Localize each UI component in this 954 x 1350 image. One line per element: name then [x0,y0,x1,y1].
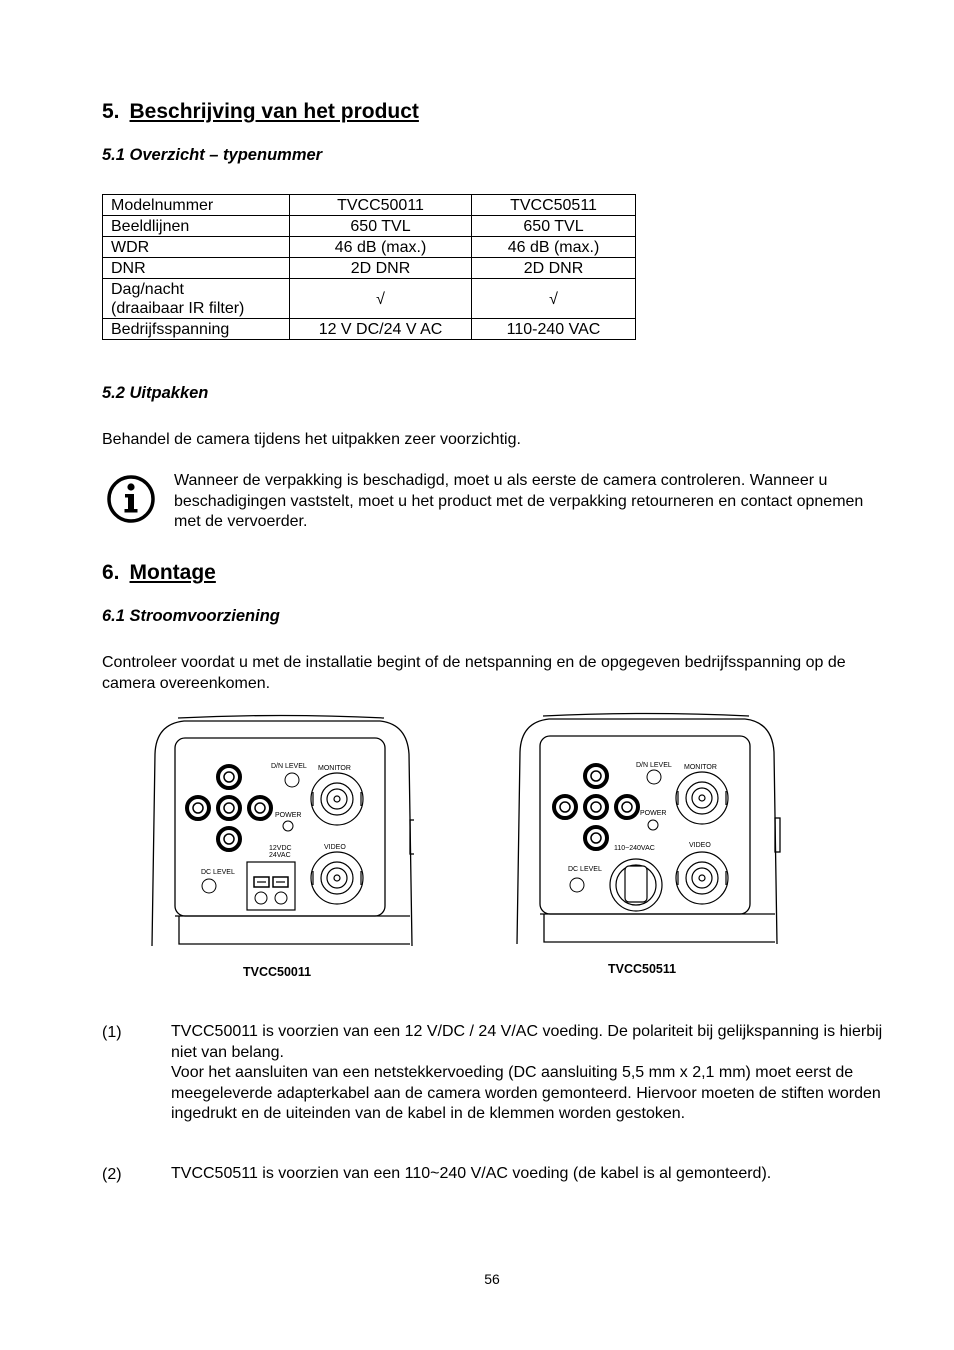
subsection-5-1-heading: 5.1 Overzicht – typenummer [102,146,323,164]
camera-back-tvcc50011 [148,712,414,952]
section-number: 5. [102,100,120,123]
info-icon [106,474,156,524]
power-label: POWER [275,812,302,819]
voltage-label-2: 24VAC [269,852,291,859]
unpack-paragraph: Behandel de camera tijdens het uitpakken zeer voorzichtig. [102,431,521,448]
spec-table-row [103,237,636,258]
spec-table-row [103,319,636,340]
video-label: VIDEO [689,842,711,849]
section-6-heading [102,561,216,585]
spec-table-value-cell: TVCC50511 [472,195,636,216]
camera-back-tvcc50511 [513,712,781,952]
spec-table-value-cell: 110-240 VAC [472,319,636,340]
monitor-label: MONITOR [684,764,717,771]
spec-table-label-cell: Beeldlijnen [103,216,290,237]
spec-table-value-cell: 2D DNR [472,258,636,279]
list-item-2 [171,1164,891,1185]
list-item-1-text-2: Voor het aansluiten van een netstekkervoeding (DC aansluiting 5,5 mm x 2,1 mm) moet eerst de meegeleverde adapterkabel aan de camera worden gemonteerd. Hiervoor moeten de stiften worden ingedrukt en de uiteinden van de kabel in de klemmen worden gestoken. [171,1064,881,1122]
section-title: Beschrijving van het product [129,100,419,123]
list-item-2-text-1: TVCC50511 is voorzien van een 110~240 V/AC voeding (de kabel is al gemonteerd). [171,1165,772,1182]
spec-table-value-cell: 650 TVL [472,216,636,237]
spec-table-label-cell: Dag/nacht (draaibaar IR filter) [103,279,290,319]
monitor-label: MONITOR [318,765,351,772]
spec-table-row [103,216,636,237]
power-paragraph: Controleer voordat u met de installatie begint of de netspanning en de opgegeven bedrijfsspanning op de camera overeenkomen. [102,654,846,692]
figure-caption-left: TVCC50011 [243,965,312,979]
power-label: POWER [640,810,667,817]
info-paragraph: Wanneer de verpakking is beschadigd, moet u als eerste de camera controleren. Wanneer u beschadigingen vaststelt, moet u het product met de verpakking retourneren en contact opnemen met de vervoerder. [174,472,864,530]
voltage-label-1: 12VDC [269,845,292,852]
spec-table-label-cell: DNR [103,258,290,279]
section-number: 6. [102,561,120,584]
spec-table-value-cell: TVCC50011 [290,195,472,216]
spec-table-value-cell: 2D DNR [290,258,472,279]
list-number-1: (1) [102,1024,122,1041]
spec-table-row [103,279,636,319]
dc-level-label: DC LEVEL [201,869,235,876]
figure-caption-right: TVCC50511 [608,962,677,976]
spec-table-row [103,195,636,216]
list-number-2: (2) [102,1166,122,1183]
spec-table-value-cell: √ [290,279,472,319]
spec-table [102,194,636,340]
subsection-5-2-heading: 5.2 Uitpakken [102,384,209,402]
spec-table-value-cell: 650 TVL [290,216,472,237]
spec-table-value-cell: 12 V DC/24 V AC [290,319,472,340]
section-title: Montage [129,561,216,584]
spec-table-value-cell: 46 dB (max.) [290,237,472,258]
voltage-label: 110~240VAC [614,845,655,852]
page-number: 56 [484,1271,500,1287]
subsection-6-1-heading: 6.1 Stroomvoorziening [102,607,280,625]
list-item-1 [171,1022,891,1125]
dn-level-label: D/N LEVEL [636,762,672,769]
spec-table-value-cell: 46 dB (max.) [472,237,636,258]
video-label: VIDEO [324,844,346,851]
dc-level-label: DC LEVEL [568,866,602,873]
spec-table-label-cell: Modelnummer [103,195,290,216]
dn-level-label: D/N LEVEL [271,763,307,770]
spec-table-row [103,258,636,279]
spec-table-label-cell: WDR [103,237,290,258]
section-5-heading [102,100,419,124]
spec-table-value-cell: √ [472,279,636,319]
spec-table-label-cell: Bedrijfsspanning [103,319,290,340]
list-item-1-text-1: TVCC50011 is voorzien van een 12 V/DC / 24 V/AC voeding. De polariteit bij gelijkspanning is hierbij niet van belang. [171,1023,883,1061]
